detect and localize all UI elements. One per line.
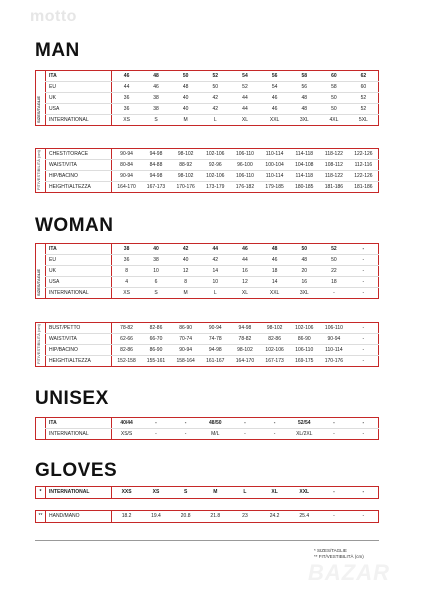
table-cell: XS/S	[112, 429, 142, 440]
table-cell: -	[230, 429, 260, 440]
table-cell: 38	[141, 93, 171, 104]
row-label: HEIGHT/ALTEZZA	[46, 182, 112, 193]
table-cell: 181-186	[319, 182, 349, 193]
row-label: USA	[46, 277, 112, 288]
table-cell: 18	[260, 266, 290, 277]
table-cell: 169-175	[289, 356, 319, 367]
table-cell: 176-182	[230, 182, 260, 193]
table-row	[36, 288, 379, 299]
table-cell: 78-82	[112, 323, 142, 334]
table-cell: 42	[200, 255, 230, 266]
table-cell: 54	[230, 71, 260, 82]
table-cell: 40	[171, 93, 201, 104]
table-cell: -	[171, 429, 201, 440]
table-cell: 36	[112, 255, 142, 266]
table-cell: 48	[289, 255, 319, 266]
table-cell: 46	[112, 71, 142, 82]
table-cell: 94-98	[230, 323, 260, 334]
table-cell: -	[141, 429, 171, 440]
table-row	[36, 82, 379, 93]
table-cell: 118-122	[319, 149, 349, 160]
table-cell: 106-110	[289, 345, 319, 356]
table-cell: 46	[260, 255, 290, 266]
table-cell: 62-66	[112, 334, 142, 345]
table-cell: 158-164	[171, 356, 201, 367]
table-cell: 50	[319, 104, 349, 115]
watermark-text: motto	[30, 8, 77, 25]
table-cell: 90-94	[112, 149, 142, 160]
table-cell: 155-161	[141, 356, 171, 367]
table-cell: 4XL	[319, 115, 349, 126]
table-cell: XS	[112, 115, 142, 126]
table-cell: 70-74	[171, 334, 201, 345]
table-cell: XL	[260, 487, 290, 499]
table-row	[36, 160, 379, 171]
table-cell: 46	[260, 104, 290, 115]
table-row	[36, 149, 379, 160]
table-cell: -	[349, 266, 379, 277]
table-cell: S	[141, 288, 171, 299]
table-cell: M/L	[200, 429, 230, 440]
table-cell: 58	[289, 71, 319, 82]
table-cell: 164-170	[112, 182, 142, 193]
table-cell: 110-114	[260, 149, 290, 160]
table-cell: 82-86	[260, 334, 290, 345]
unisex-table	[35, 417, 379, 440]
table-cell: 44	[230, 104, 260, 115]
table-cell: XS	[112, 288, 142, 299]
table-cell: 114-118	[289, 171, 319, 182]
table-cell: -	[319, 429, 349, 440]
table-cell: 12	[171, 266, 201, 277]
bottom-divider	[35, 540, 379, 541]
table-cell: 52	[349, 104, 379, 115]
table-cell: 20	[289, 266, 319, 277]
table-cell: 58	[319, 82, 349, 93]
table-cell: 20.8	[171, 511, 201, 523]
table-cell: 90-94	[200, 323, 230, 334]
table-cell: 56	[260, 71, 290, 82]
table-cell: -	[349, 487, 379, 499]
table-cell: 94-98	[200, 345, 230, 356]
table-cell: 19.4	[141, 511, 171, 523]
table-cell: 52/54	[289, 418, 319, 429]
table-row	[36, 429, 379, 440]
table-cell: 98-102	[260, 323, 290, 334]
table-cell: -	[349, 277, 379, 288]
row-label: HIP/BACINO	[46, 345, 112, 356]
table-cell: 102-106	[200, 171, 230, 182]
table-cell: 118-122	[319, 171, 349, 182]
row-label: ITA	[46, 418, 112, 429]
row-label: EU	[46, 255, 112, 266]
table-row	[36, 345, 379, 356]
footnote	[314, 548, 364, 561]
table-cell: 173-179	[200, 182, 230, 193]
table-cell: 84-88	[141, 160, 171, 171]
table-cell: 114-118	[289, 149, 319, 160]
section-title-woman: WOMAN	[35, 215, 114, 236]
table-cell: L	[230, 487, 260, 499]
table-cell: -	[349, 334, 379, 345]
table-cell: 90-94	[319, 334, 349, 345]
table-row	[36, 323, 379, 334]
table-cell: 179-185	[260, 182, 290, 193]
side-label-text: FIT/VESTIBILITÀ (cm)	[36, 149, 41, 190]
table-cell: -	[349, 418, 379, 429]
table-cell: XL/2XL	[289, 429, 319, 440]
table-row	[36, 182, 379, 193]
side-label	[36, 511, 46, 523]
table-cell: 82-86	[141, 323, 171, 334]
table-cell: XXL	[260, 115, 290, 126]
table-cell: 102-106	[260, 345, 290, 356]
side-label	[36, 487, 46, 499]
table-cell: 48	[260, 244, 290, 255]
table-cell: 8	[112, 266, 142, 277]
side-label-text: SIZES/TAGLIE	[36, 95, 41, 123]
table-row	[36, 104, 379, 115]
table-cell: 38	[112, 244, 142, 255]
woman-sizes-table	[35, 243, 379, 299]
table-row	[36, 266, 379, 277]
table-cell: 50	[319, 255, 349, 266]
table-cell: 40/44	[112, 418, 142, 429]
table-cell: 180-185	[289, 182, 319, 193]
table-cell: 94-98	[141, 149, 171, 160]
table-cell: -	[349, 255, 379, 266]
table-cell: -	[319, 288, 349, 299]
table-cell: 12	[230, 277, 260, 288]
table-cell: 14	[200, 266, 230, 277]
table-cell: 86-90	[141, 345, 171, 356]
table-cell: 94-98	[141, 171, 171, 182]
table-cell: 40	[141, 244, 171, 255]
table-cell: 78-82	[230, 334, 260, 345]
table-cell: 21.8	[200, 511, 230, 523]
row-label: HAND/MANO	[46, 511, 112, 523]
table-cell: 98-102	[171, 149, 201, 160]
table-cell: XS	[141, 487, 171, 499]
table-cell: M	[171, 288, 201, 299]
table-cell: 56	[289, 82, 319, 93]
table-cell: 98-102	[230, 345, 260, 356]
table-cell: 48/50	[200, 418, 230, 429]
side-label	[36, 323, 46, 367]
table-cell: 22	[319, 266, 349, 277]
table-cell: -	[319, 511, 349, 523]
table-row	[36, 511, 379, 523]
table-cell: 44	[230, 93, 260, 104]
row-label: ITA	[46, 244, 112, 255]
table-cell: 110-114	[319, 345, 349, 356]
table-cell: -	[141, 418, 171, 429]
table-row	[36, 71, 379, 82]
table-cell: 112-116	[349, 160, 379, 171]
table-cell: 106-110	[319, 323, 349, 334]
table-row	[36, 487, 379, 499]
table-cell: 90-94	[112, 171, 142, 182]
table-cell: 108-112	[319, 160, 349, 171]
side-label	[36, 418, 46, 440]
row-label: INTERNATIONAL	[46, 288, 112, 299]
table-cell: 3XL	[289, 288, 319, 299]
table-cell: 52	[230, 82, 260, 93]
table-cell: 18.2	[112, 511, 142, 523]
table-cell: 10	[200, 277, 230, 288]
table-cell: 10	[141, 266, 171, 277]
side-label-text: SIZES/TAGLIE	[36, 268, 41, 296]
table-cell: XXL	[289, 487, 319, 499]
table-cell: 82-86	[112, 345, 142, 356]
table-cell: 60	[349, 82, 379, 93]
table-cell: 100-104	[260, 160, 290, 171]
table-cell: XXS	[112, 487, 142, 499]
row-label: USA	[46, 104, 112, 115]
table-cell: 104-108	[289, 160, 319, 171]
table-cell: 44	[200, 244, 230, 255]
row-label: UK	[46, 266, 112, 277]
footnote-fit: ** FIT/VESTIBILITÀ (cm)	[314, 554, 364, 560]
row-marker: **	[38, 513, 43, 519]
table-cell: 90-94	[171, 345, 201, 356]
section-title-man: MAN	[35, 40, 80, 61]
table-cell: 106-110	[230, 149, 260, 160]
row-label: INTERNATIONAL	[46, 487, 112, 499]
table-cell: L	[200, 288, 230, 299]
section-title-gloves: GLOVES	[35, 460, 118, 481]
row-label: WAIST/VITA	[46, 334, 112, 345]
table-cell: 60	[319, 71, 349, 82]
table-cell: 50	[319, 93, 349, 104]
footnote-sizes: * SIZES/TAGLIE	[314, 548, 347, 553]
table-cell: 42	[171, 244, 201, 255]
table-cell: S	[141, 115, 171, 126]
table-cell: -	[260, 418, 290, 429]
table-row	[36, 93, 379, 104]
table-cell: 46	[230, 244, 260, 255]
table-cell: 48	[141, 71, 171, 82]
table-cell: 66-70	[141, 334, 171, 345]
table-cell: 88-92	[171, 160, 201, 171]
man-fit-table	[35, 148, 379, 193]
row-label: INTERNATIONAL	[46, 115, 112, 126]
table-cell: 23	[230, 511, 260, 523]
table-cell: 52	[319, 244, 349, 255]
table-cell: 46	[141, 82, 171, 93]
table-cell: 48	[289, 93, 319, 104]
row-label: UK	[46, 93, 112, 104]
table-cell: 16	[289, 277, 319, 288]
section-title-unisex: UNISEX	[35, 388, 109, 409]
table-cell: -	[349, 356, 379, 367]
table-cell: XL	[230, 115, 260, 126]
table-cell: 46	[260, 93, 290, 104]
table-cell: 24.2	[260, 511, 290, 523]
table-cell: 86-90	[171, 323, 201, 334]
table-cell: 80-84	[112, 160, 142, 171]
table-cell: 164-170	[230, 356, 260, 367]
table-cell: -	[260, 429, 290, 440]
row-marker: *	[39, 489, 42, 495]
table-cell: -	[230, 418, 260, 429]
table-cell: -	[349, 244, 379, 255]
table-cell: 50	[200, 82, 230, 93]
table-cell: -	[171, 418, 201, 429]
table-cell: M	[171, 115, 201, 126]
table-cell: 44	[230, 255, 260, 266]
table-cell: -	[349, 288, 379, 299]
bazar-watermark: BAZAR	[308, 560, 390, 585]
table-cell: 4	[112, 277, 142, 288]
table-cell: 18	[319, 277, 349, 288]
table-cell: 92-96	[200, 160, 230, 171]
table-cell: 5XL	[349, 115, 379, 126]
row-label: CHEST/TORACE	[46, 149, 112, 160]
table-cell: -	[349, 429, 379, 440]
side-label-text: FIT/VESTIBILITÀ (cm)	[36, 323, 41, 364]
table-row	[36, 115, 379, 126]
table-cell: 42	[200, 104, 230, 115]
table-cell: 38	[141, 255, 171, 266]
row-label: WAIST/VITA	[46, 160, 112, 171]
table-cell: 86-90	[289, 334, 319, 345]
row-label: EU	[46, 82, 112, 93]
table-cell: 181-186	[349, 182, 379, 193]
row-label: HIP/BACINO	[46, 171, 112, 182]
table-cell: 25.4	[289, 511, 319, 523]
table-cell: 170-176	[319, 356, 349, 367]
table-cell: -	[349, 345, 379, 356]
table-cell: 36	[112, 93, 142, 104]
table-cell: 40	[171, 255, 201, 266]
woman-fit-table	[35, 322, 379, 367]
table-cell: 52	[349, 93, 379, 104]
table-cell: 152-158	[112, 356, 142, 367]
table-cell: 62	[349, 71, 379, 82]
table-cell: 106-110	[230, 171, 260, 182]
table-cell: 161-167	[200, 356, 230, 367]
table-cell: M	[200, 487, 230, 499]
gloves-sizes-table	[35, 486, 379, 499]
table-row	[36, 334, 379, 345]
table-row	[36, 171, 379, 182]
table-cell: 8	[171, 277, 201, 288]
side-label	[36, 244, 46, 299]
table-cell: 38	[141, 104, 171, 115]
side-label	[36, 71, 46, 126]
table-cell: 48	[171, 82, 201, 93]
table-cell: -	[349, 323, 379, 334]
table-cell: 36	[112, 104, 142, 115]
table-cell: -	[349, 511, 379, 523]
table-row	[36, 418, 379, 429]
table-row	[36, 244, 379, 255]
table-cell: 42	[200, 93, 230, 104]
table-row	[36, 255, 379, 266]
table-cell: 54	[260, 82, 290, 93]
table-cell: 170-176	[171, 182, 201, 193]
table-cell: 98-102	[171, 171, 201, 182]
man-sizes-table	[35, 70, 379, 126]
table-cell: 3XL	[289, 115, 319, 126]
row-label: HEIGHT/ALTEZZA	[46, 356, 112, 367]
table-cell: 122-126	[349, 149, 379, 160]
table-cell: -	[319, 418, 349, 429]
table-row	[36, 356, 379, 367]
table-cell: -	[319, 487, 349, 499]
table-cell: 48	[289, 104, 319, 115]
table-cell: 50	[171, 71, 201, 82]
table-cell: 102-106	[200, 149, 230, 160]
table-cell: 122-126	[349, 171, 379, 182]
table-cell: 40	[171, 104, 201, 115]
table-cell: 110-114	[260, 171, 290, 182]
row-label: INTERNATIONAL	[46, 429, 112, 440]
table-cell: S	[171, 487, 201, 499]
table-cell: 14	[260, 277, 290, 288]
table-cell: 167-173	[141, 182, 171, 193]
row-label: ITA	[46, 71, 112, 82]
table-cell: 96-100	[230, 160, 260, 171]
table-cell: 52	[200, 71, 230, 82]
table-cell: L	[200, 115, 230, 126]
side-label	[36, 149, 46, 193]
table-cell: 50	[289, 244, 319, 255]
table-row	[36, 277, 379, 288]
table-cell: 74-78	[200, 334, 230, 345]
table-cell: 44	[112, 82, 142, 93]
table-cell: 102-106	[289, 323, 319, 334]
table-cell: 167-173	[260, 356, 290, 367]
table-cell: 6	[141, 277, 171, 288]
table-cell: 16	[230, 266, 260, 277]
table-cell: XXL	[260, 288, 290, 299]
row-label: BUST/PETTO	[46, 323, 112, 334]
gloves-fit-table	[35, 510, 379, 523]
table-cell: XL	[230, 288, 260, 299]
